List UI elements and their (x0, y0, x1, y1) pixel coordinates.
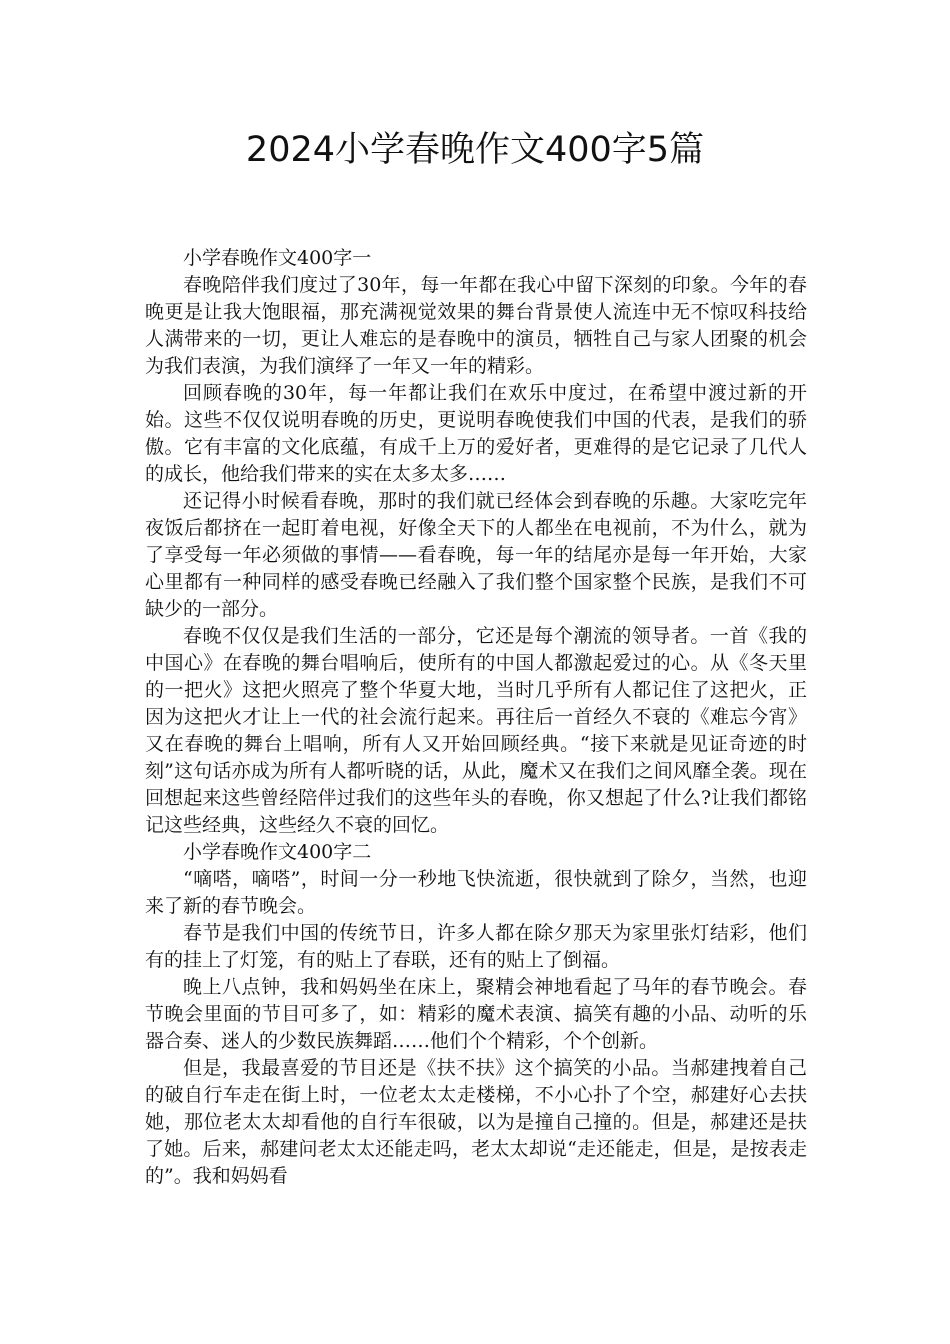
section-heading: 小学春晚作文400字二 (183, 841, 372, 863)
paragraph: “嘀嗒，嘀嗒”，时间一分一秒地飞快流逝，很快就到了除夕，当然，也迎来了新的春节晚会。 (145, 868, 807, 917)
paragraph: 但是，我最喜爱的节目还是《扶不扶》这个搞笑的小品。当郝建拽着自己的破自行车走在街上时，一位老太太走楼梯，不小心扑了个空，郝建好心去扶她，那位老太太却看他的自行车很破，以为是撞自己撞的。但是，郝建还是扶了她。后来，郝建问老太太还能走吗，老太太却说“走还能走，但是，是按表走的”。我和妈妈看 (145, 1057, 807, 1187)
section-heading: 小学春晚作文400字一 (183, 247, 372, 269)
document-title: 2024小学春晚作文400字5篇 (245, 130, 705, 170)
paragraph: 回顾春晚的30年，每一年都让我们在欢乐中度过，在希望中渡过新的开始。这些不仅仅说明春晚的历史，更说明春晚使我们中国的代表，是我们的骄傲。它有丰富的文化底蕴，有成千上万的爱好者，更难得的是它记录了几代人的成长，他给我们带来的实在太多太多…… (145, 382, 807, 485)
paragraph: 春节是我们中国的传统节日，许多人都在除夕那天为家里张灯结彩，他们有的挂上了灯笼，有的贴上了春联，还有的贴上了倒福。 (145, 922, 807, 971)
paragraph: 春晚不仅仅是我们生活的一部分，它还是每个潮流的领导者。一首《我的中国心》在春晚的舞台唱响后，使所有的中国人都激起爱过的心。从《冬天里的一把火》这把火照亮了整个华夏大地，当时几乎所有人都记住了这把火，正因为这把火才让上一代的社会流行起来。再往后一首经久不衰的《难忘今宵》又在春晚的舞台上唱响，所有人又开始回顾经典。“接下来就是见证奇迹的时刻”这句话亦成为所有人都听晓的话，从此，魔术又在我们之间风靡全袭。现在回想起来这些曾经陪伴过我们的这些年头的春晚，你又想起了什么?让我们都铭记这些经典，这些经久不衰的回忆。 (145, 625, 807, 836)
document-body (145, 245, 807, 1190)
paragraph: 晚上八点钟，我和妈妈坐在床上，聚精会神地看起了马年的春节晚会。春节晚会里面的节目可多了，如：精彩的魔术表演、搞笑有趣的小品、动听的乐器合奏、迷人的少数民族舞蹈……他们个个精彩，个个创新。 (145, 976, 807, 1052)
paragraph: 还记得小时候看春晚，那时的我们就已经体会到春晚的乐趣。大家吃完年夜饭后都挤在一起盯着电视，好像全天下的人都坐在电视前，不为什么，就为了享受每一年必须做的事情——看春晚，每一年的结尾亦是每一年开始，大家心里都有一种同样的感受春晚已经融入了我们整个国家整个民族，是我们不可缺少的一部分。 (145, 490, 807, 620)
paragraph: 春晚陪伴我们度过了30年，每一年都在我心中留下深刻的印象。今年的春晚更是让我大饱眼福，那充满视觉效果的舞台背景使人流连中无不惊叹科技给人满带来的一切，更让人难忘的是春晚中的演员，牺牲自己与家人团聚的机会为我们表演，为我们演绎了一年又一年的精彩。 (145, 274, 807, 377)
